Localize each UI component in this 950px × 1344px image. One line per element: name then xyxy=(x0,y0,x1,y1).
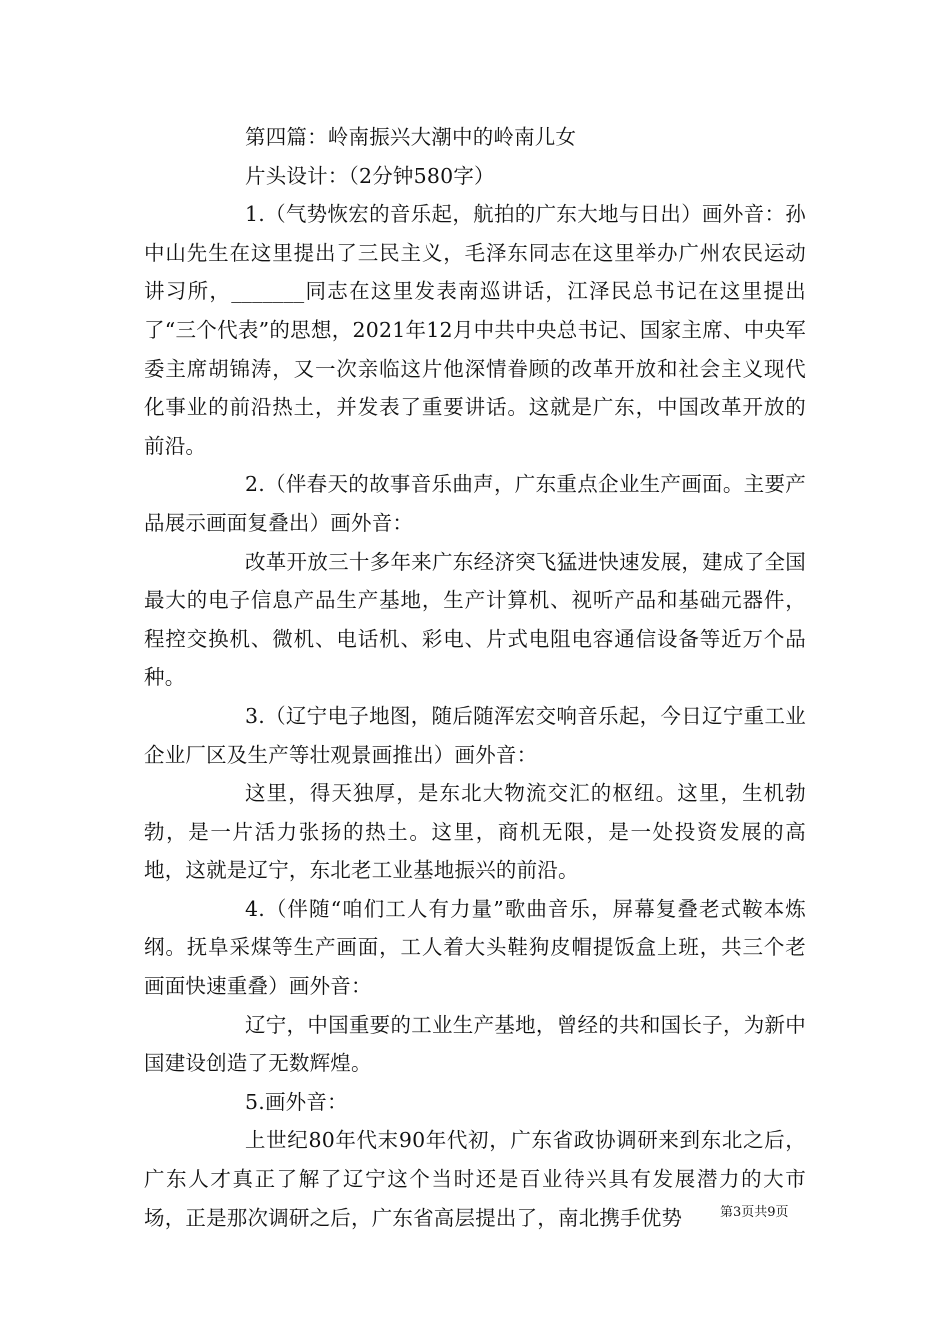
paragraph-3: 改革开放三十多年来广东经济突飞猛进快速发展，建成了全国最大的电子信息产品生产基地，生产计算机、视听产品和基础元器件，程控交换机、微机、电话机、彩电、片式电阻电容通信设备等近万个品种。 xyxy=(144,549,806,690)
paragraph-2: 2.（伴春天的故事音乐曲声，广东重点企业生产画面。主要产品展示画面复叠出）画外音： xyxy=(144,472,806,535)
page-number: 第3页共9页 xyxy=(720,1205,789,1220)
paragraph-4: 3.（辽宁电子地图，随后随浑宏交响音乐起，今日辽宁重工业企业厂区及生产等壮观景画推出）画外音： xyxy=(144,703,806,767)
body-text xyxy=(144,118,806,1237)
section-title: 第四篇：岭南振兴大潮中的岭南儿女 xyxy=(245,125,577,149)
paragraph-8: 5.画外音： xyxy=(245,1089,348,1114)
intro-line: 片头设计：（2分钟580字） xyxy=(245,163,495,188)
paragraph-5: 这里，得天独厚，是东北大物流交汇的枢纽。这里，生机勃勃，是一片活力张扬的热土。这里，商机无限，是一处投资发展的高地，这就是辽宁，东北老工业基地振兴的前沿。 xyxy=(144,781,806,883)
paragraph-1: 1.（气势恢宏的音乐起，航拍的广东大地与日出）画外音：孙中山先生在这里提出了三民主义，毛泽东同志在这里举办广州农民运动讲习所，_______同志在这里发表南巡讲话，江泽民总书记在这里提出了“三个代表”的思想，2021年12月中共中央总书记、国家主席、中央军委主席胡锦涛，又一次亲临这片他深情眷顾的改革开放和社会主义现代化事业的前沿热土，并发表了重要讲话。这就是广东，中国改革开放的前沿。 xyxy=(144,202,806,458)
paragraph-7: 辽宁，中国重要的工业生产基地，曾经的共和国长子，为新中国建设创造了无数辉煌。 xyxy=(144,1012,806,1076)
paragraph-9: 上世纪80年代末90年代初，广东省政协调研来到东北之后，广东人才真正了解了辽宁这个当时还是百业待兴具有发展潜力的大市场，正是那次调研之后，广东省高层提出了，南北携手优势 xyxy=(144,1128,806,1230)
paragraph-6: 4.（伴随“咱们工人有力量”歌曲音乐，屏幕复叠老式鞍本炼纲。抚阜采煤等生产画面，工人着大头鞋狗皮帽提饭盒上班，共三个老画面快速重叠）画外音： xyxy=(144,896,806,999)
